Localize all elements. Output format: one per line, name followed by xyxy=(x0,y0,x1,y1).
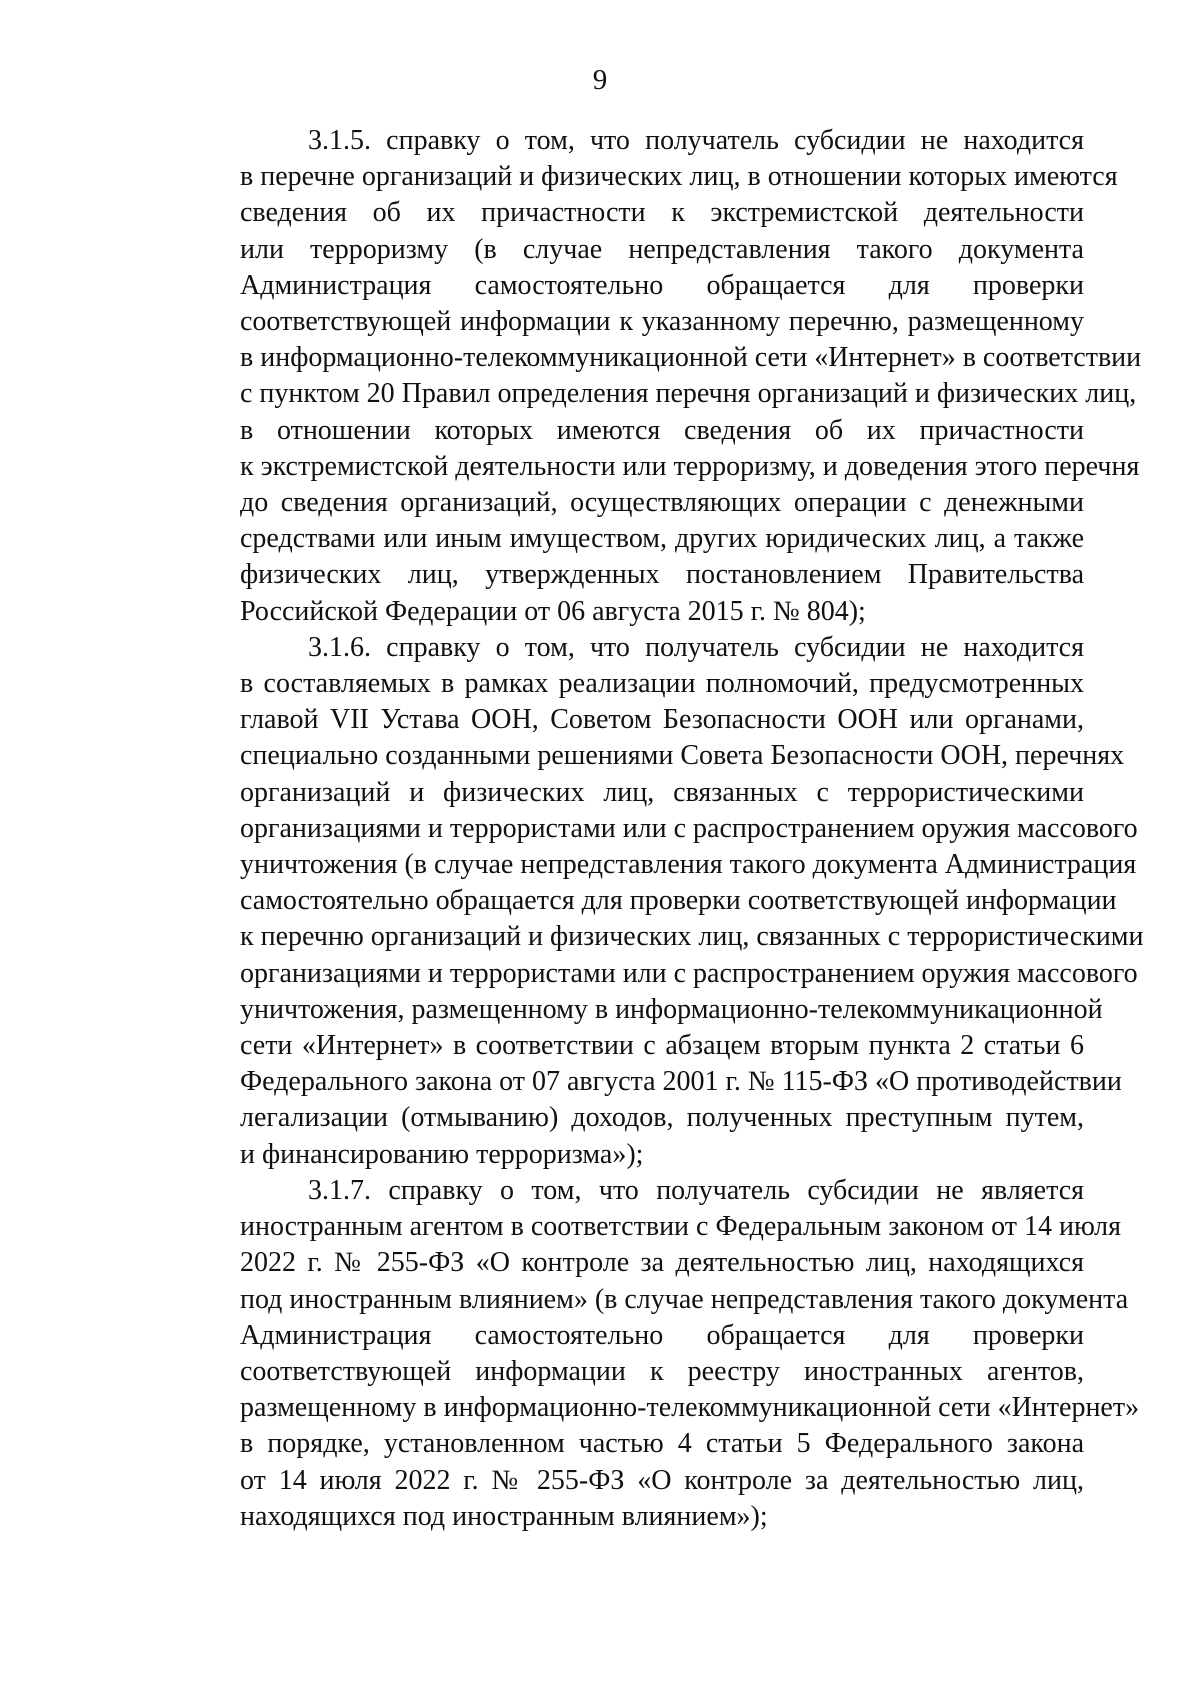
text-line: с пунктом 20 Правил определения перечня организаций и физических лиц, xyxy=(240,378,1137,410)
text-line: под иностранным влиянием» (в случае непредставления такого документа xyxy=(240,1283,1129,1315)
text-line: до сведения организаций, осуществляющих операции с денежными xyxy=(240,487,1084,519)
text-line: сети «Интернет» в соответствии с абзацем вторым пункта 2 статьи 6 xyxy=(240,1030,1084,1062)
text-line: от 14 июля 2022 г. № 255-ФЗ «О контроле за деятельностью лиц, xyxy=(240,1464,1084,1496)
text-line: физических лиц, утвержденных постановлением Правительства xyxy=(240,559,1084,591)
text-line: соответствующей информации к реестру иностранных агентов, xyxy=(240,1355,1084,1387)
text-line: самостоятельно обращается для проверки соответствующей информации xyxy=(240,885,1117,917)
paragraph-3-1-6 xyxy=(172,630,1144,1173)
text-line: находящихся под иностранным влиянием»); xyxy=(240,1500,768,1532)
text-line: 3.1.6. справку о том, что получатель субсидии не находится xyxy=(308,631,1084,663)
page-number: 9 xyxy=(592,64,608,96)
text-line: организаций и физических лиц, связанных с террористическими xyxy=(240,776,1084,808)
text-line: организациями и террористами или с распространением оружия массового xyxy=(240,957,1138,989)
text-line: легализации (отмыванию) доходов, полученных преступным путем, xyxy=(240,1102,1084,1134)
text-line: Администрация самостоятельно обращается для проверки xyxy=(240,269,1084,301)
text-line: Федерального закона от 07 августа 2001 г. № 115-ФЗ «О противодействии xyxy=(240,1066,1122,1098)
document-body xyxy=(172,123,1144,1535)
text-line: к экстремистской деятельности или терроризму, и доведения этого перечня xyxy=(240,450,1140,482)
text-line: главой VII Устава ООН, Советом Безопасности ООН или органами, xyxy=(240,704,1084,736)
text-line: в перечне организаций и физических лиц, в отношении которых имеются xyxy=(240,161,1118,193)
text-line: и финансированию терроризма»); xyxy=(240,1138,644,1170)
text-line: размещенному в информационно-телекоммуникационной сети «Интернет» xyxy=(240,1392,1140,1424)
text-line: соответствующей информации к указанному перечню, размещенному xyxy=(240,306,1084,338)
text-line: уничтожения (в случае непредставления такого документа Администрация xyxy=(240,849,1137,881)
text-line: или терроризму (в случае непредставления такого документа xyxy=(240,233,1084,265)
text-line: уничтожения, размещенному в информационно-телекоммуникационной xyxy=(240,993,1103,1025)
paragraph-3-1-5 xyxy=(172,123,1142,630)
text-line: иностранным агентом в соответствии с Федеральным законом от 14 июля xyxy=(240,1211,1122,1243)
text-line: к перечню организаций и физических лиц, связанных с террористическими xyxy=(240,921,1144,953)
text-line: Администрация самостоятельно обращается для проверки xyxy=(240,1319,1084,1351)
text-line: в отношении которых имеются сведения об их причастности xyxy=(240,414,1084,446)
text-line: в составляемых в рамках реализации полномочий, предусмотренных xyxy=(240,668,1084,700)
text-line: 2022 г. № 255-ФЗ «О контроле за деятельностью лиц, находящихся xyxy=(240,1247,1084,1279)
paragraph-3-1-7 xyxy=(172,1173,1140,1535)
text-line: Российской Федерации от 06 августа 2015 г. № 804); xyxy=(240,595,866,627)
text-line: 3.1.7. справку о том, что получатель субсидии не является xyxy=(308,1174,1084,1206)
text-line: средствами или иным имуществом, других юридических лиц, а также xyxy=(240,523,1084,555)
text-line: 3.1.5. справку о том, что получатель субсидии не находится xyxy=(308,125,1084,156)
text-line: организациями и террористами или с распространением оружия массового xyxy=(240,812,1138,844)
text-line: специально созданными решениями Совета Безопасности ООН, перечнях xyxy=(240,740,1125,772)
text-line: в информационно-телекоммуникационной сети «Интернет» в соответствии xyxy=(240,342,1142,374)
text-line: сведения об их причастности к экстремистской деятельности xyxy=(240,197,1084,229)
text-line: в порядке, установленном частью 4 статьи 5 Федерального закона xyxy=(240,1428,1084,1460)
